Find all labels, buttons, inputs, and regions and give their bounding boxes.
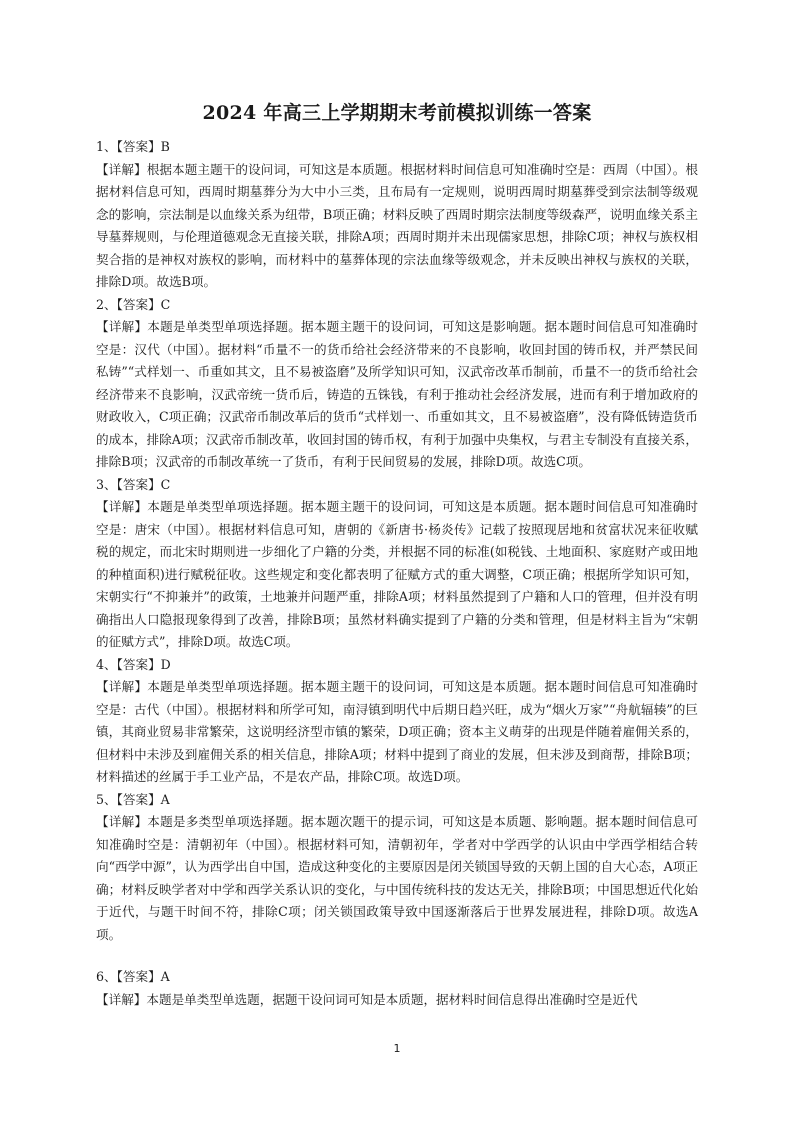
document-title: 2024 年高三上学期期末考前模拟训练一答案	[202, 102, 592, 124]
answer-line: 3、【答案】C	[96, 476, 171, 492]
question-block-4	[96, 654, 698, 789]
answer-line: 4、【答案】D	[96, 656, 171, 672]
explanation-paragraph: 【详解】本题是单类型单选题，据题干设问词可知是本质题，据材料时间信息得出准确时空是近代	[96, 991, 638, 1007]
answer-line: 1、【答案】B	[96, 139, 170, 154]
explanation-paragraph: 【详解】根据本题主题干的设问词，可知这是本质题。根据材料时间信息可知准确时空是：西周（中国）。根据材料信息可知，西周时期墓葬分为大中小三类，且布局有一定规则，说明西周时期墓葬受到宗法制等级观念的影响，宗法制是以血缘关系为纽带，B项正确；材料反映了西周时期宗法制度等级森严，说明血缘关系主导墓葬规则，与伦理道德观念无直接关联，排除A项；西周时期并未出现儒家思想，排除C项；神权与族权相契合指的是神权对族权的影响，而材料中的墓葬体现的宗法血缘等级观念，并未反映出神权与族权的关联，排除D项。故选B项。	[96, 161, 698, 289]
question-block-6	[96, 966, 698, 1011]
explanation-paragraph: 【详解】本题是单类型单项选择题。据本题主题干的设问词，可知这是本质题。据本题时间信息可知准确时空是：古代（中国）。根据材料和所学可知，南浔镇到明代中后期日趋兴旺，成为“烟火万家”“舟航辐辏”的巨镇，其商业贸易非常繁荣，这说明经济型市镇的繁荣，D项正确；资本主义萌芽的出现是伴随着雇佣关系的，但材料中未涉及到雇佣关系的相关信息，排除A项；材料中提到了商业的发展，但未涉及到商帮，排除B项；材料描述的丝属于手工业产品，不是农产品，排除C项。故选D项。	[96, 679, 699, 784]
page-number: 1	[393, 1042, 401, 1055]
answer-document	[96, 100, 698, 1011]
explanation-paragraph: 【详解】本题是多类型单项选择题。据本题次题干的提示词，可知这是本质题、影响题。据本题时间信息可知准确时空是：清朝初年（中国）。根据材料可知，清朝初年，学者对中学西学的认识由中学西学相结合转向“西学中源”，认为西学出自中国，造成这种变化的主要原因是闭关锁国导致的天朝上国的自大心态，A项正确；材料反映学者对中学和西学关系认识的变化，与中国传统科技的发达无关，排除B项；中国思想近代化始于近代，与题干时间不符，排除C项；闭关锁国政策导致中国逐渐落后于世界发展进程，排除D项。故选A项。	[96, 814, 698, 942]
question-block-1	[96, 136, 698, 294]
question-block-3	[96, 474, 698, 654]
question-block-2	[96, 294, 698, 474]
paragraph-gap	[96, 946, 698, 966]
explanation-paragraph: 【详解】本题是单类型单项选择题。据本题主题干的设问词，可知这是影响题。据本题时间信息可知准确时空是：汉代（中国）。据材料“币量不一的货币给社会经济带来的不良影响，收回封国的铸币权，并严禁民间私铸”“式样划一、币重如其文，且不易被盗磨”及所学知识可知，汉武帝改革币制前，币量不一的货币给社会经济带来不良影响，汉武帝统一货币后，铸造的五铢钱，有利于推动社会经济发展，进而有利于增加政府的财政收入，C项正确；汉武帝币制改革后的货币“式样划一、币重如其文，且不易被盗磨”，没有降低铸造货币的成本，排除A项；汉武帝币制改革，收回封国的铸币权，有利于加强中央集权，与君主专制没有直接关系，排除B项；汉武帝的币制改革统一了货币，有利于民间贸易的发展，排除D项。故选C项。	[96, 319, 698, 469]
answer-line: 6、【答案】A	[96, 969, 170, 984]
answer-line: 5、【答案】A	[96, 791, 170, 807]
question-block-5	[96, 789, 698, 947]
explanation-paragraph: 【详解】本题是单类型单项选择题。据本题主题干的设问词，可知这是本质题。据本题时间信息可知准确时空是：唐宋（中国）。根据材料信息可知，唐朝的《新唐书·杨炎传》记载了按照现居地和贫富状况来征收赋税的规定，而北宋时期则进一步细化了户籍的分类，并根据不同的标准(如税钱、土地面积、家庭财产或田地的种植面积)进行赋税征收。这些规定和变化都表明了征赋方式的重大调整，C项正确；根据所学知识可知，宋朝实行“不抑兼并”的政策，土地兼并问题严重，排除A项；材料虽然提到了户籍和人口的管理，但并没有明确指出人口隐报现象得到了改善，排除B项；虽然材料确实提到了户籍的分类和管理，但是材料主旨为“宋朝的征赋方式”，排除D项。故选C项。	[96, 499, 698, 649]
answer-line: 2、【答案】C	[96, 296, 171, 312]
